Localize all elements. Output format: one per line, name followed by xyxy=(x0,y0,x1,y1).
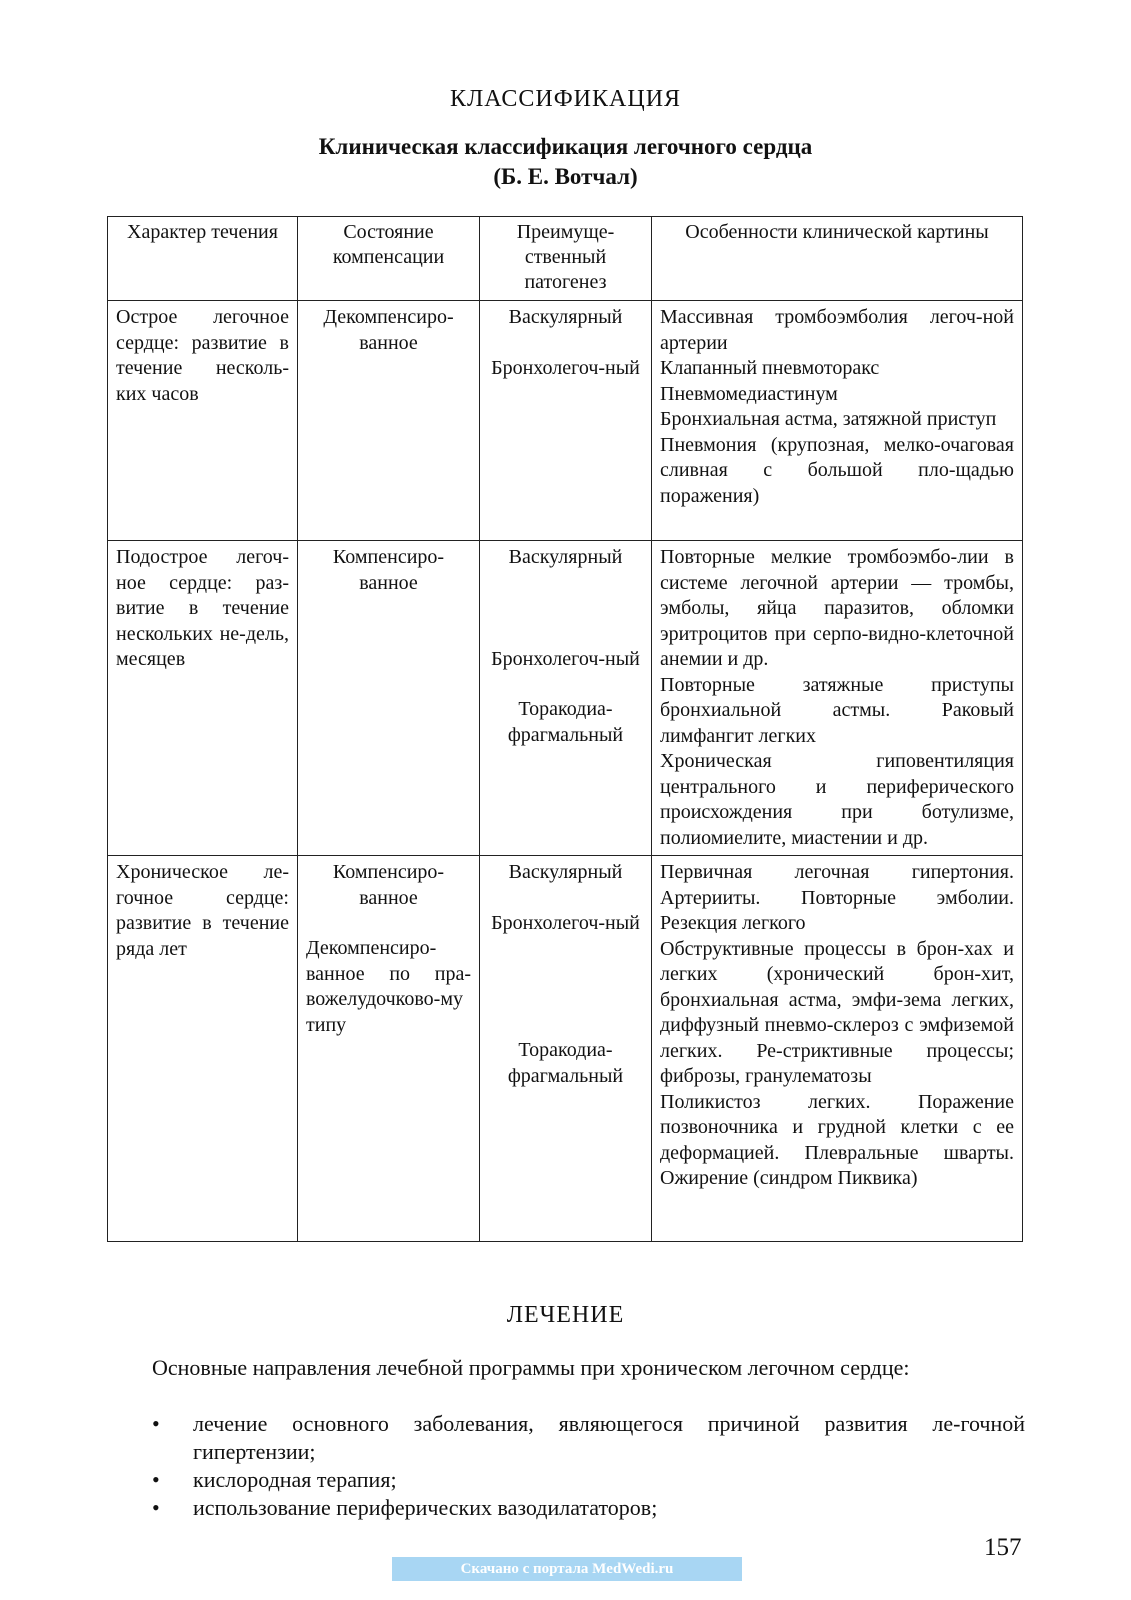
table-row xyxy=(108,856,1023,1242)
table-title: Клиническая классификация легочного сердца xyxy=(318,134,813,159)
feature-item: Повторные затяжные приступы бронхиальной астмы. Раковый лимфангит легких xyxy=(660,673,1014,747)
pathogenesis-value: Торакодиа-фрагмальный xyxy=(507,698,624,746)
treatment-intro: Основные направления лечебной программы при хроническом легочном сердце: xyxy=(152,1355,910,1380)
cell-course: Хроническое ле-гочное сердце: развитие в течение ряда лет xyxy=(108,856,298,1242)
cell-features xyxy=(652,541,1023,856)
pathogenesis-value: Васкулярный xyxy=(508,546,623,568)
feature-item: Повторные мелкие тромбоэмбо-лии в системе легочной артерии — тромбы, эмболы, яйца паразитов, обломки эритроцитов при серпо-видно-клеточной анемии и др. xyxy=(660,546,1014,670)
list-item xyxy=(107,1494,1025,1522)
compensation-value: Декомпенсиро-ванное по пра-вожелудочково-му типу xyxy=(306,937,471,1036)
cell-pathogenesis xyxy=(480,301,652,541)
pathogenesis-value: Бронхолегоч-ный xyxy=(491,647,640,670)
cell-compensation xyxy=(298,301,480,541)
feature-item: Массивная тромбоэмболия легоч-ной артерии xyxy=(660,306,1014,354)
pathogenesis-value: Васкулярный xyxy=(508,306,623,328)
feature-item: Хроническая гиповентиляция центрального и периферического происхождения при ботулизме, полиомиелите, миастении и др. xyxy=(660,750,1014,849)
feature-item: Пневмомедиастинум xyxy=(660,382,838,405)
feature-item: Клапанный пневмоторакс xyxy=(660,357,880,379)
pathogenesis-value: Бронхолегоч-ный xyxy=(491,356,640,379)
cell-features xyxy=(652,856,1023,1242)
list-item xyxy=(107,1466,1025,1494)
cell-pathogenesis xyxy=(480,856,652,1242)
compensation-value: Компенсиро-ванное xyxy=(332,546,445,594)
header-compensation: Состояние компенсации xyxy=(298,217,480,301)
feature-item: Пневмония (крупозная, мелко-очаговая сливная с большой пло-щадью поражения) xyxy=(660,433,1014,507)
compensation-value: Компенсиро-ванное xyxy=(332,861,445,909)
bullet-icon: • xyxy=(152,1467,160,1492)
section-heading-treatment: ЛЕЧЕНИЕ xyxy=(506,1302,625,1328)
list-item xyxy=(107,1410,1025,1466)
table-row xyxy=(108,301,1023,541)
list-item-text: кислородная терапия; xyxy=(193,1467,397,1492)
list-item-text: использование периферических вазодилататоров; xyxy=(193,1495,658,1520)
cell-course: Подострое легоч-ное сердце: раз-витие в течение нескольких не-дель, месяцев xyxy=(108,541,298,856)
header-pathogenesis: Преимуще-ственный патогенез xyxy=(480,217,652,301)
list-item-text: лечение основного заболевания, являющегося причиной развития ле-гочной гипертензии; xyxy=(193,1411,1025,1464)
pathogenesis-value: Торакодиа-фрагмальный xyxy=(507,1039,624,1087)
cell-pathogenesis xyxy=(480,541,652,856)
header-course: Характер течения xyxy=(108,217,298,301)
feature-item: Поликистоз легких. Поражение позвоночника и грудной клетки с ее деформацией. Плевральные шварты. Ожирение (синдром Пиквика) xyxy=(660,1090,1014,1189)
table-header-row xyxy=(108,217,1023,301)
bullet-icon: • xyxy=(152,1495,160,1520)
pathogenesis-value: Бронхолегоч-ный xyxy=(491,911,640,934)
feature-item: Первичная легочная гипертония. Артерииты. Повторные эмболии. Резекция легкого xyxy=(660,861,1014,934)
table-row xyxy=(108,541,1023,856)
treatment-list xyxy=(107,1410,1025,1522)
compensation-value: Декомпенсиро-ванное xyxy=(323,306,454,354)
cell-features xyxy=(652,301,1023,541)
cell-compensation xyxy=(298,541,480,856)
pathogenesis-value: Васкулярный xyxy=(508,861,623,883)
watermark-banner: Скачано с портала MedWedi.ru xyxy=(392,1557,742,1581)
page-number: 157 xyxy=(984,1534,1022,1561)
feature-item: Бронхиальная астма, затяжной приступ xyxy=(660,408,997,430)
table-title-author: (Б. Е. Вотчал) xyxy=(493,164,638,189)
cell-course: Острое легочное сердце: развитие в течение несколь-ких часов xyxy=(108,301,298,541)
bullet-icon: • xyxy=(152,1411,160,1436)
cell-compensation xyxy=(298,856,480,1242)
feature-item: Обструктивные процессы в брон-хах и легких (хронический брон-хит, бронхиальная астма, эмфи-зема легких, диффузный пневмо-склероз с эмфиземой легких. Ре-стриктивные процессы; фиброзы, гранулематозы xyxy=(660,937,1014,1087)
header-features: Особенности клинической картины xyxy=(652,217,1023,301)
classification-table xyxy=(107,216,1023,1242)
section-heading-classification: КЛАССИФИКАЦИЯ xyxy=(449,86,682,112)
